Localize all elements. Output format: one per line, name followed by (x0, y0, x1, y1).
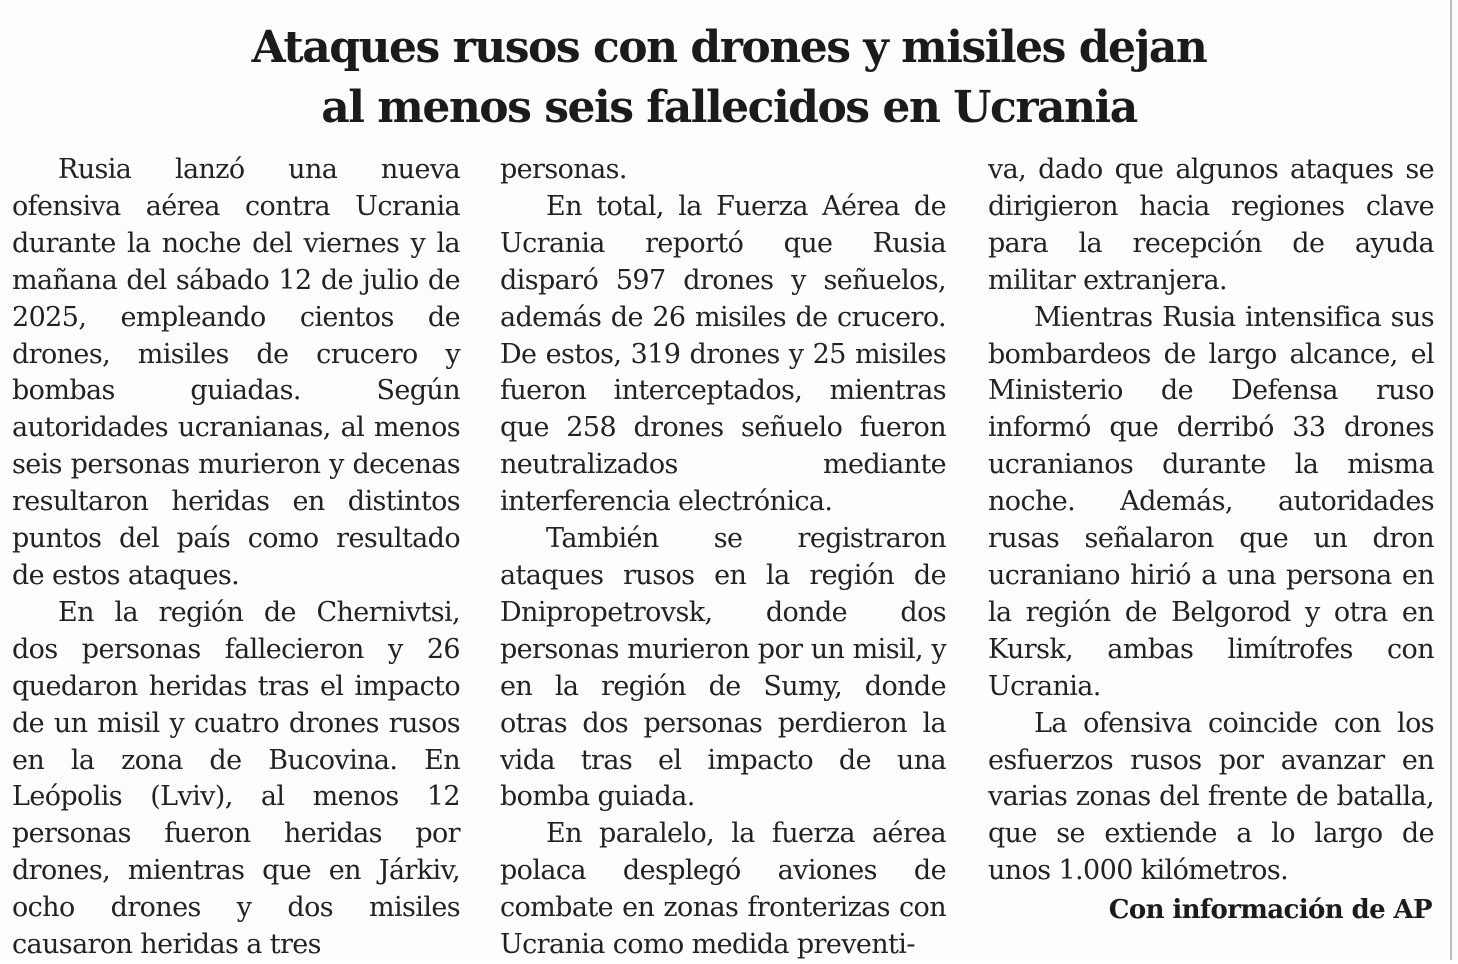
column-1 (12, 152, 460, 964)
paragraph: Mientras Rusia intensifica sus bombardeos de largo alcance, el Ministerio de Defensa ruso informó que derribó 33 drones ucranianos durante la misma noche. Además, autoridades rusas señalaron que un dron ucraniano hirió a una persona en la región de Belgorod y otra en Kursk, ambas limítrofes con Ucrania. (988, 301, 1434, 702)
paragraph: En total, la Fuerza Aérea de Ucrania reportó que Rusia disparó 597 drones y señuelos, además de 26 misiles de crucero. De estos, 319 drones y 25 misiles fueron interceptados, mientras que 258 drones señuelo fueron neutralizados mediante interferencia electrónica. (500, 190, 946, 518)
paragraph: En la región de Chernivtsi, dos personas fallecieron y 26 quedaron heridas tras el impacto de un misil y cuatro drones rusos en la zona de Bucovina. En Leópolis (Lviv), al menos 12 personas fueron heridas por drones, mientras que en Járkiv, ocho drones y dos misiles causaron heridas a tres (12, 596, 460, 961)
page-edge-divider (1450, 0, 1452, 960)
headline (0, 18, 1458, 138)
column-3 (988, 152, 1434, 890)
headline-line-2: al menos seis fallecidos en Ucrania (321, 82, 1137, 133)
paragraph: Rusia lanzó una nueva ofensiva aérea contra Ucrania durante la noche del viernes y la mañana del sábado 12 de julio de 2025, empleando cientos de drones, misiles de crucero y bombas guiadas. Según autoridades ucranianas, al menos seis personas murieron y decenas resultaron heridas en distintos puntos del país como resultado de estos ataques. (12, 154, 460, 591)
paragraph: También se registraron ataques rusos en la región de Dnipropetrovsk, donde dos personas murieron por un misil, y en la región de Sumy, donde otras dos personas perdieron la vida tras el impacto de una bomba guiada. (500, 523, 946, 813)
source-credit: Con información de AP (1108, 895, 1432, 925)
paragraph: En paralelo, la fuerza aérea polaca desplegó aviones de combate en zonas fronterizas con Ucrania como medida preventi- (500, 818, 946, 961)
column-2 (500, 152, 946, 964)
paragraph-continuation: va, dado que algunos ataques se dirigieron hacia regiones clave para la recepción de ayuda militar extranjera. (988, 154, 1434, 296)
paragraph: La ofensiva coincide con los esfuerzos rusos por avanzar en varias zonas del frente de batalla, que se extiende a lo largo de unos 1.000 kilómetros. (988, 707, 1434, 887)
paragraph-continuation: personas. (500, 154, 627, 185)
headline-line-1: Ataques rusos con drones y misiles dejan (251, 22, 1207, 73)
